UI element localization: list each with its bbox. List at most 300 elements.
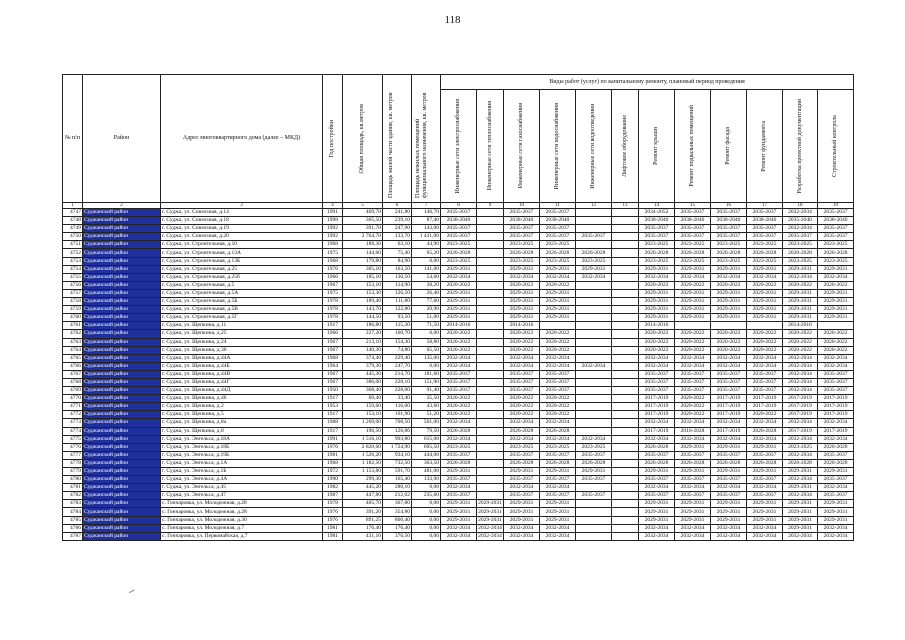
work-period-cell: 2020-2022 <box>540 330 576 338</box>
work-period-cell: 2032-2034 <box>818 532 854 540</box>
row-number-cell: 4752 <box>63 249 83 257</box>
row-number-cell: 4767 <box>63 370 83 378</box>
non-living-area-cell: 71,50 <box>412 322 441 330</box>
work-period-cell: 2029-2031 <box>675 298 711 306</box>
work-period-cell: 2029-2031 <box>747 314 783 322</box>
work-period-cell: 2032-2034 <box>783 451 818 459</box>
address-cell: г. Суджа, ул. Строительная, д.5Г <box>161 314 323 322</box>
table-row <box>63 209 854 217</box>
work-period-cell <box>576 338 612 346</box>
year-cell: 1966 <box>323 330 343 338</box>
district-cell: Суджанский район <box>83 476 161 484</box>
work-period-cell: 2023-2025 <box>639 241 675 249</box>
address-cell: г. Суджа, ул. Строительная, д.25 <box>161 265 323 273</box>
work-period-cell: 2032-2034 <box>504 362 540 370</box>
living-area-cell: 591,70 <box>383 468 412 476</box>
work-period-cell: 2020-2022 <box>818 330 854 338</box>
total-area-cell: 299,30 <box>343 476 383 484</box>
address-cell: г. Суджа, ул. Строительная, д.5 <box>161 281 323 289</box>
row-number-cell: 4773 <box>63 419 83 427</box>
address-cell: г. Суджа, ул. Энгельса, д.45 <box>161 484 323 492</box>
district-cell: Суджанский район <box>83 387 161 395</box>
work-period-cell: 2032-2034 <box>504 354 540 362</box>
work-period-cell: 2035-2037 <box>711 209 747 217</box>
work-period-cell <box>576 532 612 540</box>
work-period-cell: 2029-2031 <box>747 500 783 508</box>
work-period-cell <box>477 306 504 314</box>
work-period-cell: 2032-2034 <box>639 484 675 492</box>
living-area-cell: 228,00 <box>383 387 412 395</box>
district-cell: Суджанский район <box>83 298 161 306</box>
work-period-cell <box>612 217 639 225</box>
work-period-cell: 2035-2037 <box>747 233 783 241</box>
work-period-cell <box>576 306 612 314</box>
address-cell: г. Суджа, ул. Совхозная, д.19 <box>161 225 323 233</box>
total-area-cell: 431,10 <box>343 532 383 540</box>
work-period-cell: 2017-2019 <box>639 411 675 419</box>
work-period-cell: 2029-2031 <box>441 468 477 476</box>
work-period-cell: 2038-2040 <box>711 217 747 225</box>
table-row <box>63 427 854 435</box>
address-cell: с. Гончаровка, ул. Первомайская, д.7 <box>161 532 323 540</box>
table-row <box>63 516 854 524</box>
row-number-cell: 4784 <box>63 508 83 516</box>
total-area-cell: 1 182,50 <box>343 459 383 467</box>
work-period-cell: 2029-2031 <box>441 298 477 306</box>
work-period-cell: 2020-2022 <box>711 281 747 289</box>
district-cell: Суджанский район <box>83 217 161 225</box>
work-period-cell: 2026-2028 <box>818 443 854 451</box>
work-period-cell: 2020-2022 <box>540 338 576 346</box>
work-period-cell <box>477 492 504 500</box>
total-area-cell: 143,70 <box>343 306 383 314</box>
row-number-cell: 4772 <box>63 411 83 419</box>
living-area-cell: 63,10 <box>383 241 412 249</box>
work-period-cell: 2020-2022 <box>504 403 540 411</box>
work-period-cell: 2034-2052 <box>639 209 675 217</box>
work-period-cell: 2029-2031 <box>747 516 783 524</box>
district-cell: Суджанский район <box>83 273 161 281</box>
address-cell: г. Суджа, ул. Совхозная, д.20 <box>161 233 323 241</box>
non-living-area-cell: 133,90 <box>412 476 441 484</box>
work-period-cell <box>612 265 639 273</box>
work-period-cell <box>477 370 504 378</box>
work-period-cell: 2026-2028 <box>639 443 675 451</box>
work-period-cell: 2020-2022 <box>818 346 854 354</box>
work-period-cell: 2023-2025 <box>441 241 477 249</box>
work-period-cell: 2032-2034 <box>639 273 675 281</box>
work-period-cell: 2035-2037 <box>711 387 747 395</box>
work-period-cell: 2020-2022 <box>441 330 477 338</box>
year-cell: 1917 <box>323 395 343 403</box>
work-period-cell: 2032-2034 <box>783 532 818 540</box>
work-period-cell: 2035-2037 <box>818 233 854 241</box>
year-cell: 1917 <box>323 322 343 330</box>
year-cell: 1978 <box>323 314 343 322</box>
work-period-cell: 2035-2037 <box>639 378 675 386</box>
address-cell: г. Суджа, ул. Совхозная, д.18 <box>161 217 323 225</box>
living-area-cell: 732,50 <box>383 459 412 467</box>
district-cell: Суджанский район <box>83 451 161 459</box>
work-period-cell: 2026-2028 <box>540 249 576 257</box>
work-period-cell: 2029-2031 <box>747 298 783 306</box>
work-period-cell: 2032-2034 <box>783 362 818 370</box>
column-number: 2 <box>83 203 161 209</box>
address-cell: г. Суджа, ул. Строительная, д.25б <box>161 273 323 281</box>
header-works-title: Виды работ (услуг) по капитальному ремонту, плановый период проведения <box>441 75 854 90</box>
work-period-cell: 2029-2031 <box>783 508 818 516</box>
year-cell: 1981 <box>323 451 343 459</box>
work-period-cell <box>576 516 612 524</box>
district-cell: Суджанский район <box>83 281 161 289</box>
living-area-cell: 126,50 <box>383 289 412 297</box>
row-number-cell: 4766 <box>63 362 83 370</box>
table-row <box>63 362 854 370</box>
work-period-cell: 2026-2028 <box>441 427 477 435</box>
work-period-cell: 2023-2025 <box>783 257 818 265</box>
year-cell: 1975 <box>323 289 343 297</box>
row-number-cell: 4769 <box>63 387 83 395</box>
work-period-cell <box>477 419 504 427</box>
non-living-area-cell: 65,50 <box>412 346 441 354</box>
table-row <box>63 524 854 532</box>
work-period-cell: 2029-2031 <box>441 516 477 524</box>
table-row <box>63 419 854 427</box>
work-period-cell: 2032-2034 <box>639 532 675 540</box>
work-period-cell: 2026-2028 <box>675 459 711 467</box>
address-cell: г. Суджа, ул. Щепкина, д.8 <box>161 427 323 435</box>
work-period-cell: 2035-2037 <box>675 476 711 484</box>
work-period-cell <box>576 508 612 516</box>
column-number: 11 <box>540 203 576 209</box>
work-period-cell: 2032-2034 <box>675 362 711 370</box>
district-cell: Суджанский район <box>83 225 161 233</box>
work-period-cell: 2020-2022 <box>540 281 576 289</box>
address-cell: г. Суджа, ул. Строительная, д.10 <box>161 241 323 249</box>
year-cell: 1992 <box>323 225 343 233</box>
address-cell: г. Суджа, ул. Щепкина, д.24 <box>161 338 323 346</box>
district-cell: Суджанский район <box>83 484 161 492</box>
work-period-cell: 2032-2034 <box>783 354 818 362</box>
work-period-cell: 2032-2034 <box>441 354 477 362</box>
work-period-cell: 2035-2037 <box>747 451 783 459</box>
work-period-cell: 2029-2031 <box>441 306 477 314</box>
work-period-cell: 2026-2028 <box>540 427 576 435</box>
work-period-cell: 2029-2031 <box>818 508 854 516</box>
work-period-cell <box>612 298 639 306</box>
work-period-cell <box>612 346 639 354</box>
living-area-cell: 111,80 <box>383 298 412 306</box>
living-area-cell: 1 724,90 <box>383 443 412 451</box>
non-living-area-cell: 44,90 <box>412 241 441 249</box>
work-period-cell: 2032-2034 <box>711 362 747 370</box>
non-living-area-cell: 51,20 <box>412 411 441 419</box>
work-period-cell: 2035-2037 <box>711 225 747 233</box>
header-row-1 <box>63 75 854 90</box>
work-period-cell: 2029-2031 <box>818 314 854 322</box>
row-number-cell: 4759 <box>63 306 83 314</box>
table-row <box>63 265 854 273</box>
work-period-cell: 2029-2031 <box>783 484 818 492</box>
work-period-cell <box>477 362 504 370</box>
non-living-area-cell: 695,50 <box>412 443 441 451</box>
address-cell: г. Суджа, ул. Энгельса, д.1А <box>161 459 323 467</box>
header-work-6: Лифтовое оборудование <box>612 90 639 203</box>
work-period-cell: 2029-2031 <box>540 314 576 322</box>
work-period-cell: 2035-2037 <box>576 233 612 241</box>
table-row <box>63 484 854 492</box>
work-period-cell: 2035-2037 <box>576 451 612 459</box>
non-living-area-cell: 91,40 <box>412 387 441 395</box>
total-area-cell: 374,40 <box>343 354 383 362</box>
work-period-cell: 2026-2028 <box>540 459 576 467</box>
work-period-cell: 2023-2025 <box>675 257 711 265</box>
non-living-area-cell: 151,90 <box>412 378 441 386</box>
work-period-cell: 2035-2037 <box>675 492 711 500</box>
work-period-cell: 2020-2022 <box>540 403 576 411</box>
work-period-cell: 2035-2040 <box>783 217 818 225</box>
work-period-cell: 2029-2031 <box>639 314 675 322</box>
total-area-cell: 1 516,10 <box>343 435 383 443</box>
work-period-cell <box>612 468 639 476</box>
table-row <box>63 378 854 386</box>
work-period-cell: 2020-2022 <box>747 330 783 338</box>
non-living-area-cell: 77,60 <box>412 298 441 306</box>
work-period-cell <box>477 451 504 459</box>
work-period-cell: 2023-2025 <box>504 443 540 451</box>
work-period-cell: 2032-2034 <box>504 435 540 443</box>
work-period-cell: 2035-2037 <box>675 378 711 386</box>
work-period-cell: 2017-2019 <box>783 395 818 403</box>
living-area-cell: 239,10 <box>383 217 412 225</box>
non-living-area-cell: 181,60 <box>412 370 441 378</box>
work-period-cell: 2032-2034 <box>818 524 854 532</box>
work-period-cell: 2035-2037 <box>818 225 854 233</box>
row-number-cell: 4787 <box>63 532 83 540</box>
table-row <box>63 468 854 476</box>
work-period-cell <box>477 354 504 362</box>
work-period-cell: 2029-2031 <box>639 500 675 508</box>
work-period-cell: 2035-2037 <box>747 476 783 484</box>
work-period-cell: 2026-2028 <box>747 427 783 435</box>
living-area-cell: 228,10 <box>383 378 412 386</box>
column-number: 3 <box>161 203 323 209</box>
work-period-cell <box>612 484 639 492</box>
work-period-cell: 2029-2031 <box>675 516 711 524</box>
table-row <box>63 330 854 338</box>
work-period-cell: 2029-2031 <box>675 468 711 476</box>
work-period-cell: 2029-2031 <box>818 516 854 524</box>
total-area-cell: 227,20 <box>343 330 383 338</box>
work-period-cell <box>477 273 504 281</box>
work-period-cell <box>477 217 504 225</box>
work-period-cell: 2020-2022 <box>783 330 818 338</box>
year-cell: 1991 <box>323 435 343 443</box>
address-cell: с. Гончаровка, ул. Молодежная, д.30 <box>161 516 323 524</box>
living-area-cell: 101,90 <box>383 411 412 419</box>
row-number-cell: 4774 <box>63 427 83 435</box>
work-period-cell: 2023-2025 <box>540 241 576 249</box>
work-period-cell: 2020-2022 <box>441 395 477 403</box>
work-period-cell: 2029-2031 <box>783 468 818 476</box>
work-period-cell: 2020-2022 <box>818 281 854 289</box>
total-area-cell: 144,60 <box>343 249 383 257</box>
work-period-cell: 2029-2031 <box>504 306 540 314</box>
total-area-cell: 368,40 <box>343 387 383 395</box>
address-cell: г. Суджа, ул. Щепкина, д.25 <box>161 330 323 338</box>
living-area-cell: 247,70 <box>383 362 412 370</box>
row-number-cell: 4785 <box>63 516 83 524</box>
work-period-cell: 2029-2031 <box>441 508 477 516</box>
work-period-cell: 2038-2040 <box>818 217 854 225</box>
work-period-cell: 2020-2022 <box>675 411 711 419</box>
work-period-cell: 2032-2034 <box>818 435 854 443</box>
work-period-cell: 2029-2031 <box>783 500 818 508</box>
work-period-cell: 2032-2034 <box>675 354 711 362</box>
living-area-cell: 376,50 <box>383 532 412 540</box>
work-period-cell <box>612 532 639 540</box>
work-period-cell: 2017-2019 <box>818 395 854 403</box>
non-living-area-cell: 0,00 <box>412 257 441 265</box>
header-non-living-area: Площадь нежилых помещений функционального назначения, кв. метров <box>412 75 441 203</box>
header-living-area: Площадь жилой части здания, кв. метров <box>383 75 412 203</box>
non-living-area-cell: 79,50 <box>412 427 441 435</box>
total-area-cell: 189,40 <box>343 298 383 306</box>
work-period-cell: 2035-2037 <box>711 378 747 386</box>
work-period-cell: 2035-2037 <box>576 476 612 484</box>
total-area-cell: 1 526,20 <box>343 451 383 459</box>
work-period-cell: 2029-2031 <box>747 508 783 516</box>
address-cell: г. Суджа, ул. Щепкина, д.8а <box>161 419 323 427</box>
work-period-cell <box>477 395 504 403</box>
table-row <box>63 241 854 249</box>
work-period-cell <box>612 225 639 233</box>
work-period-cell: 2032-2034 <box>441 524 477 532</box>
address-cell: г. Суджа, ул. Энгельса, д.18А <box>161 435 323 443</box>
work-period-cell: 2029-2031 <box>639 289 675 297</box>
work-period-cell <box>576 354 612 362</box>
header-work-8: Ремонт подвальных помещений <box>675 90 711 203</box>
work-period-cell: 2029-2031 <box>711 306 747 314</box>
work-period-cell: 2035-2037 <box>818 451 854 459</box>
work-period-cell: 2026-2028 <box>711 459 747 467</box>
work-period-cell: 2023-2025 <box>675 241 711 249</box>
column-number: 9 <box>477 203 504 209</box>
year-cell: 1991 <box>323 209 343 217</box>
work-period-cell: 2029-2031 <box>504 265 540 273</box>
work-period-cell: 2026-2028 <box>818 459 854 467</box>
row-number-cell: 4777 <box>63 451 83 459</box>
work-period-cell: 2029-2031 <box>540 516 576 524</box>
living-area-cell: 229,40 <box>383 354 412 362</box>
non-living-area-cell: 0,00 <box>412 330 441 338</box>
work-period-cell: 2029-2031 <box>711 298 747 306</box>
work-period-cell <box>477 209 504 217</box>
work-period-cell: 2035-2037 <box>639 370 675 378</box>
living-area-cell: 247,90 <box>383 225 412 233</box>
year-cell: 1998 <box>323 217 343 225</box>
work-period-cell: 2029-2031 <box>504 508 540 516</box>
living-area-cell: 133,70 <box>383 233 412 241</box>
address-cell: г. Суджа, ул. Строительная, д.5В <box>161 306 323 314</box>
work-period-cell: 2029-2031 <box>441 289 477 297</box>
total-area-cell: 188,30 <box>343 241 383 249</box>
year-cell: 1968 <box>323 257 343 265</box>
column-number: 6 <box>383 203 412 209</box>
work-period-cell: 2020-2022 <box>540 411 576 419</box>
work-period-cell: 2032-2034 <box>711 435 747 443</box>
district-cell: Суджанский район <box>83 419 161 427</box>
living-area-cell: 33,40 <box>383 395 412 403</box>
work-period-cell: 2035-2037 <box>540 492 576 500</box>
work-period-cell: 2029-2031 <box>478 500 502 507</box>
work-period-cell: 2020-2022 <box>639 346 675 354</box>
work-period-cell: 2035-2037 <box>441 233 477 241</box>
work-period-cell: 2032-2034 <box>639 362 675 370</box>
work-period-cell <box>576 225 612 233</box>
work-period-cell: 2017-2019 <box>818 403 854 411</box>
work-period-cell: 2020-2022 <box>675 395 711 403</box>
work-period-cell <box>576 395 612 403</box>
work-period-cell <box>477 249 504 257</box>
header-work-11: Разработка проектной документации <box>783 90 818 203</box>
district-cell: Суджанский район <box>83 346 161 354</box>
row-number-cell: 4758 <box>63 298 83 306</box>
non-living-area-cell: 1 431,00 <box>412 233 441 241</box>
work-period-cell: 2020-2022 <box>747 346 783 354</box>
table-row <box>63 451 854 459</box>
work-period-cell: 2029-2031 <box>639 265 675 273</box>
non-living-area-cell: 363,50 <box>412 459 441 467</box>
address-cell: г. Суджа, ул. Строительная, д.13А <box>161 249 323 257</box>
work-period-cell: 2029-2031 <box>639 508 675 516</box>
work-period-cell <box>612 370 639 378</box>
work-period-cell <box>477 435 504 443</box>
work-period-cell: 2029-2031 <box>783 306 818 314</box>
living-area-cell: 122,80 <box>383 306 412 314</box>
work-period-cell: 2032-2034 <box>540 435 576 443</box>
living-area-cell: 212,02 <box>383 492 412 500</box>
work-period-cell <box>477 468 504 476</box>
total-area-cell: 140,30 <box>343 346 383 354</box>
total-area-cell: 445,30 <box>343 370 383 378</box>
living-area-cell: 74,80 <box>383 346 412 354</box>
work-period-cell: 2032-2034 <box>675 419 711 427</box>
year-cell: 1976 <box>323 443 343 451</box>
work-period-cell: 2017-2019 <box>818 427 854 435</box>
work-period-cell: 2032-2034 <box>711 484 747 492</box>
table-row <box>63 217 854 225</box>
district-cell: Суджанский район <box>83 289 161 297</box>
work-period-cell: 2032-2034 <box>747 532 783 540</box>
header-work-12: Строительный контроль <box>818 90 854 203</box>
address-cell: г. Суджа, ул. Энгельса, д.4А <box>161 476 323 484</box>
work-period-cell: 2035-2037 <box>747 209 783 217</box>
work-period-cell: 2032-2034 <box>783 476 818 484</box>
work-period-cell: 2023-2025 <box>747 257 783 265</box>
work-period-cell: 2035-2037 <box>504 492 540 500</box>
work-period-cell: 2020-2022 <box>711 346 747 354</box>
table-row <box>63 403 854 411</box>
work-period-cell: 2032-2034 <box>711 419 747 427</box>
work-period-cell <box>576 419 612 427</box>
work-period-cell <box>540 322 576 330</box>
work-period-cell <box>576 209 612 217</box>
total-area-cell: 159,60 <box>343 403 383 411</box>
work-period-cell: 2014-2016 <box>504 322 540 330</box>
work-period-cell <box>612 378 639 386</box>
work-period-cell: 2023-2025 <box>818 241 854 249</box>
